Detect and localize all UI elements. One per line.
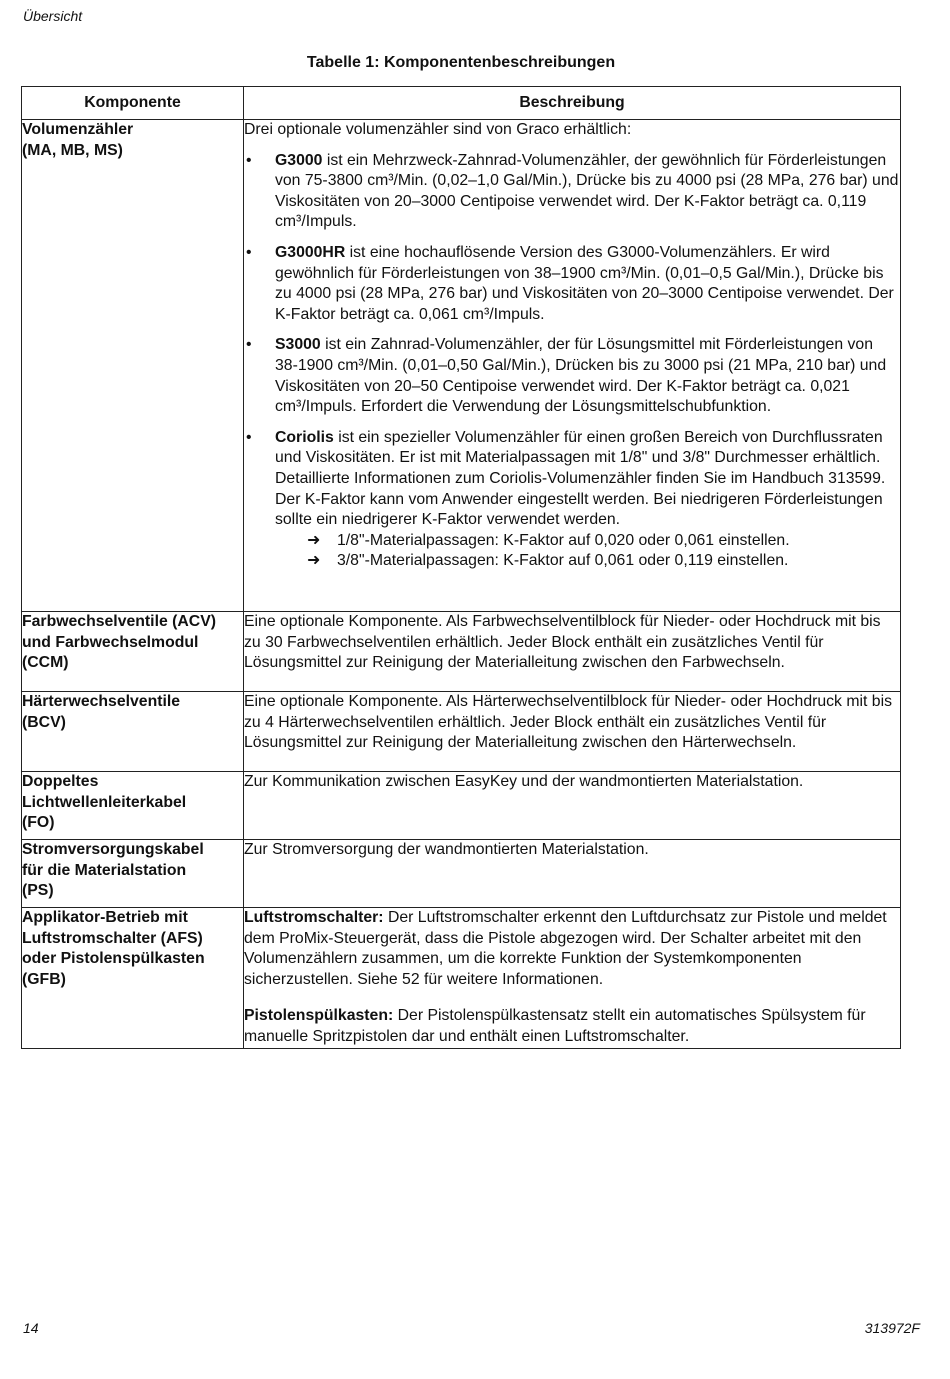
- column-header-component: Komponente: [22, 87, 244, 120]
- component-name-line: Farbwechselventile (ACV): [22, 613, 217, 630]
- component-cell: [22, 840, 244, 908]
- arrow-right-icon: ➜: [307, 531, 321, 549]
- paragraph-text: Der Luftstromschalter erkennt den Luftdurchsatz zur Pistole und meldet dem ProMix-Steuergerät, dass die Pistole abgezogen wird. Der Schalter arbeitet mit den Volumenzählern zusammen, um die korrekte Funktion der Systemkomponenten sicherzustellen. Siehe 52 für weitere Informationen.: [244, 909, 887, 988]
- description-paragraph: [244, 908, 900, 990]
- description-cell: Eine optionale Komponente. Als Farbwechselventilblock für Nieder- oder Hochdruck mit bis zu 30 Farbwechselventilen erhältlich. Jeder Block enthält ein zusätzliches Ventil für Lösungsmittel zur Reinigung der Materialleitung zwischen den Farbwechseln.: [244, 612, 901, 692]
- table-row: [22, 772, 901, 840]
- list-item: [244, 335, 900, 417]
- table-title: Tabelle 1: Komponentenbeschreibungen: [306, 54, 616, 71]
- description-cell: [244, 908, 901, 1049]
- component-cell: [22, 120, 244, 612]
- table-row: [22, 120, 901, 612]
- list-item: [307, 551, 900, 572]
- list-item: [244, 243, 900, 325]
- component-cell: [22, 772, 244, 840]
- bullet-icon: •: [246, 336, 252, 354]
- meter-description: ist ein Mehrzweck-Zahnrad-Volumenzähler, der gewöhnlich für Förderleistungen von 75-3800 cm³/Min. (0,02–1,0 Gal/Min.), Drücke bis zu 4000 psi (28 MPa, 276 bar) und Viskositäten von 20–3000 Centipoise verwendet wird. Der K-Faktor beträgt ca. 0,119 cm³/Impuls.: [275, 151, 899, 231]
- table-row: [22, 612, 901, 692]
- component-name-line: (PS): [22, 882, 54, 900]
- component-name-line: Applikator-Betrieb mit: [22, 909, 188, 926]
- component-name-line: (FO): [22, 814, 55, 832]
- meter-name: S3000: [275, 336, 321, 354]
- table-row: [22, 840, 901, 908]
- component-name-line: und Farbwechselmodul: [22, 633, 199, 651]
- paragraph-heading: Luftstromschalter:: [244, 909, 384, 926]
- column-header-description: Beschreibung: [244, 87, 901, 120]
- meter-name: G3000: [275, 151, 323, 169]
- component-table: [21, 86, 901, 1049]
- component-name-line: (BCV): [22, 713, 66, 731]
- meter-description: ist eine hochauflösende Version des G3000-Volumenzählers. Er wird gewöhnlich für Förderleistungen von 38–1900 cm³/Min. (0,01–0,5 Gal/Min.), Drücke bis zu 4000 psi (28 MPa, 276 bar) und Viskositäten von 20–3000 Centipoise verwendet. Der K-Faktor beträgt ca. 0,061 cm³/Impuls.: [275, 243, 894, 323]
- meter-name: G3000HR: [275, 243, 346, 261]
- table-header-row: [22, 87, 901, 120]
- meter-bullet-list: [244, 151, 900, 572]
- arrow-right-icon: ➜: [307, 552, 321, 570]
- component-name-line: Stromversorgungskabel: [22, 841, 204, 858]
- table-row: [22, 692, 901, 772]
- component-name-line: für die Materialstation: [22, 861, 187, 879]
- description-cell: Zur Kommunikation zwischen EasyKey und der wandmontierten Materialstation.: [244, 772, 901, 840]
- page-number: 14: [23, 1320, 39, 1336]
- list-item: [307, 531, 900, 552]
- meter-description: ist ein Zahnrad-Volumenzähler, der für Lösungsmittel mit Förderleistungen von 38-1900 cm³/Min. (0,01–0,50 Gal/Min.), Drücken bis zu 3000 psi (21 MPa, 210 bar) und Viskositäten von 20–50 Centipoise verwendet wird. Der K-Faktor beträgt ca. 0,021 cm³/Impuls. Erfordert die Verwendung der Lösungsmittelschubfunktion.: [275, 336, 887, 416]
- component-name-line: Härterwechselventile: [22, 693, 181, 710]
- component-cell: [22, 908, 244, 1049]
- description-cell: Zur Stromversorgung der wandmontierten Materialstation.: [244, 840, 901, 908]
- list-item: [244, 428, 900, 572]
- description-cell: [244, 120, 901, 612]
- component-name-line: (GFB): [22, 970, 66, 988]
- component-name-line: (CCM): [22, 654, 69, 672]
- document-number: 313972F: [864, 1320, 920, 1336]
- component-name-line: oder Pistolenspülkasten: [22, 950, 205, 968]
- bullet-icon: •: [246, 428, 252, 446]
- paragraph-text: Der Pistolenspülkastensatz stellt ein automatisches Spülsystem für manuelle Spritzpistolen dar und enthält einen Luftstromschalter.: [244, 1007, 866, 1045]
- bullet-icon: •: [246, 243, 252, 261]
- component-cell: [22, 692, 244, 772]
- list-item: [244, 151, 900, 233]
- subitem-text: 1/8"-Materialpassagen: K-Faktor auf 0,020 oder 0,061 einstellen.: [337, 531, 790, 549]
- running-header: Übersicht: [23, 8, 83, 24]
- k-factor-sublist: [275, 531, 900, 572]
- component-name-line: Volumenzähler: [22, 121, 134, 138]
- component-name-line: Luftstromschalter (AFS): [22, 929, 203, 947]
- meter-description: ist ein spezieller Volumenzähler für einen großen Bereich von Durchflussraten und Viskositäten. Er ist mit Materialpassagen mit 1/8" und 3/8" Durchmesser erhältlich. Detaillierte Informationen zum Coriolis-Volumenzähler finden Sie im Handbuch 313599. Der K-Faktor kann vom Anwender eingestellt werden. Bei niedrigeren Förderleistungen sollte ein niedrigerer K-Faktor verwendet werden.: [275, 428, 886, 529]
- table-row: [22, 908, 901, 1049]
- description-cell: Eine optionale Komponente. Als Härterwechselventilblock für Nieder- oder Hochdruck mit bis zu 4 Härterwechselventilen erhältlich. Jeder Block enthält ein zusätzliches Ventil für Lösungsmittel zur Reinigung der Materialleitung zwischen den Härterwechseln.: [244, 692, 901, 772]
- description-intro: Drei optionale volumenzähler sind von Graco erhältlich:: [244, 121, 632, 138]
- bullet-icon: •: [246, 151, 252, 169]
- meter-name: Coriolis: [275, 428, 334, 446]
- description-paragraph: [244, 1006, 900, 1047]
- paragraph-heading: Pistolenspülkasten:: [244, 1007, 394, 1025]
- component-name-line: Doppeltes: [22, 773, 99, 790]
- component-name-line: Lichtwellenleiterkabel: [22, 793, 187, 811]
- component-cell: [22, 612, 244, 692]
- subitem-text: 3/8"-Materialpassagen: K-Faktor auf 0,061 oder 0,119 einstellen.: [337, 552, 789, 570]
- component-name-line: (MA, MB, MS): [22, 141, 123, 159]
